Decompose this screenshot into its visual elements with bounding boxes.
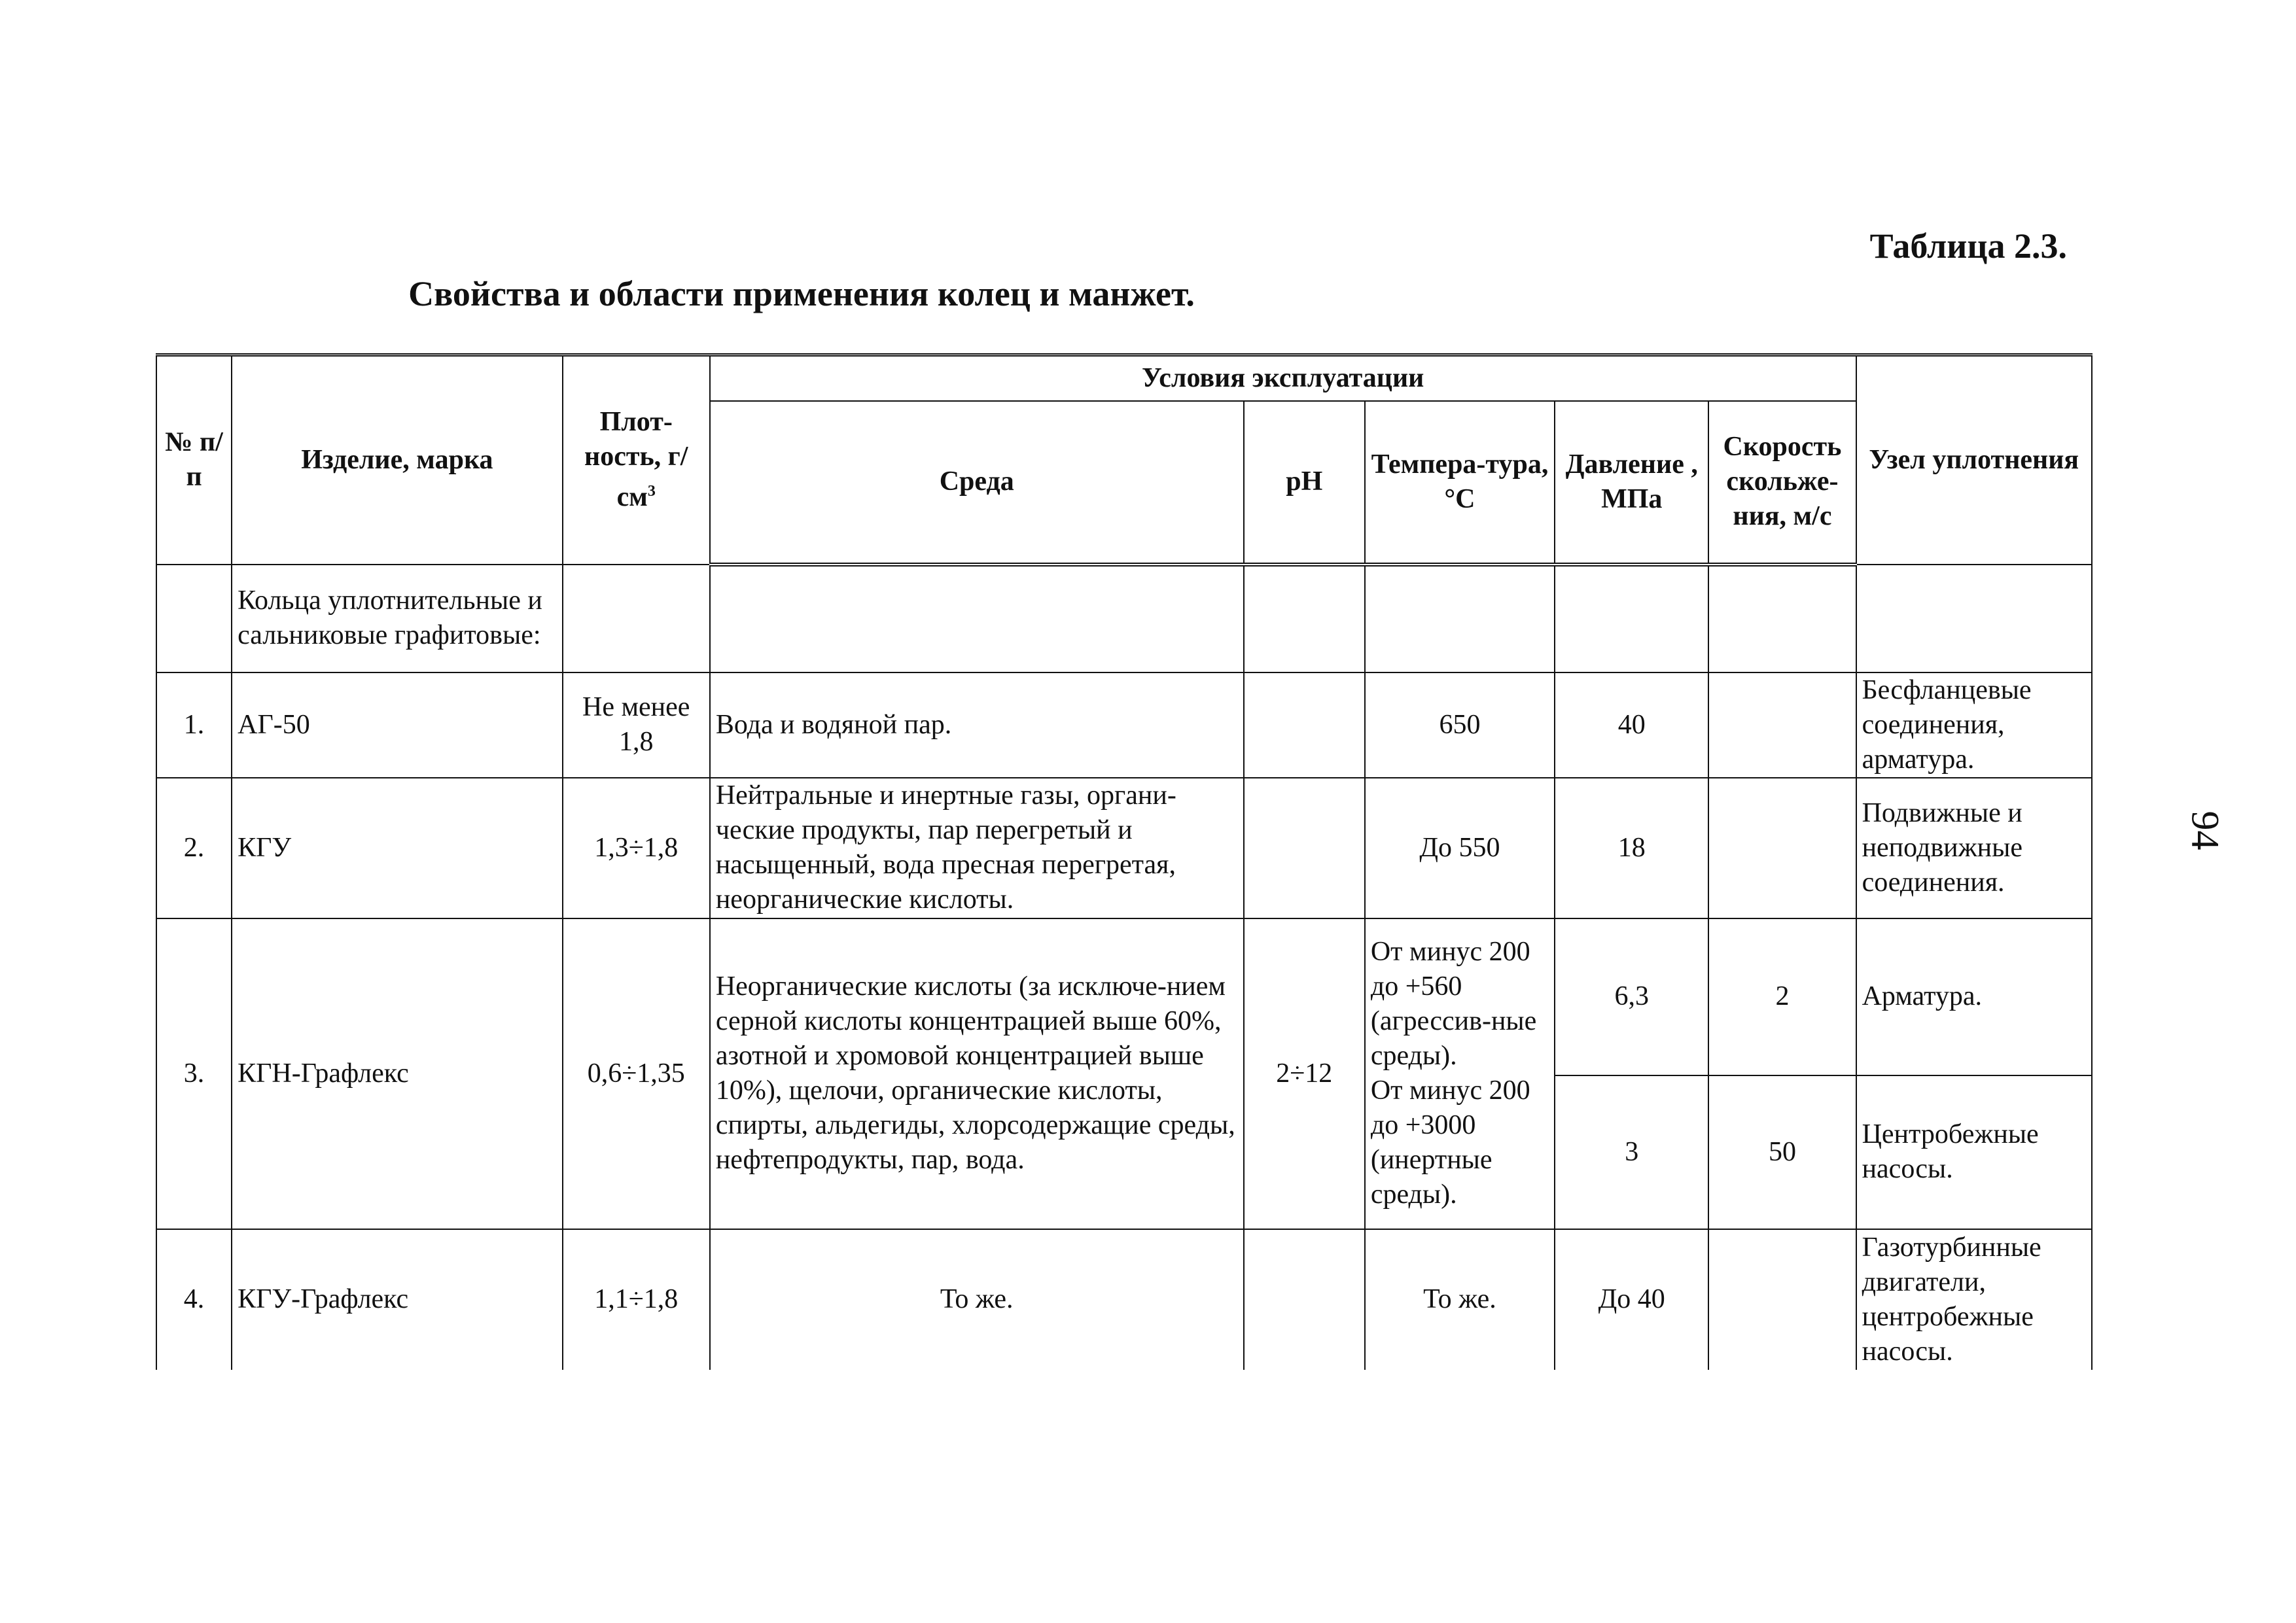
cell-density: 0,6÷1,35 [563, 918, 710, 1229]
cell-seal-unit: Арматура. [1856, 918, 2092, 1075]
cell-ph [1244, 778, 1365, 918]
cell-seal-unit: Подвижные и неподвижные соединения. [1856, 778, 2092, 918]
cell-temperature: До 550 [1365, 778, 1555, 918]
cell-seal-unit: Бесфланцевые соединения, арматура. [1856, 672, 2092, 778]
cell-product: КГН-Графлекс [232, 918, 563, 1229]
cell-speed: 50 [1708, 1075, 1856, 1229]
cell-empty [1244, 565, 1365, 672]
properties-table [156, 353, 2093, 1370]
cell-density: 1,1÷1,8 [563, 1229, 710, 1370]
table-row [156, 778, 2092, 918]
cell-temperature: 650 [1365, 672, 1555, 778]
col-header-pressure: Давление , МПа [1555, 401, 1708, 565]
col-header-conditions: Условия эксплуатации [710, 355, 1856, 401]
col-header-num: № п/п [156, 355, 232, 565]
density-header-text: Плот-ность, г/см [584, 407, 688, 513]
cell-product-group: Кольца уплотнительные и сальниковые графитовые: [232, 565, 563, 672]
cell-density: 1,3÷1,8 [563, 778, 710, 918]
cell-ph [1244, 672, 1365, 778]
cell-pressure: 18 [1555, 778, 1708, 918]
cell-speed [1708, 672, 1856, 778]
cell-empty [1555, 565, 1708, 672]
cell-empty [563, 565, 710, 672]
col-header-product: Изделие, марка [232, 355, 563, 565]
cell-seal-unit: Газотурбинные двигатели, центробежные насосы. [1856, 1229, 2092, 1370]
table-row [156, 918, 2092, 1075]
cell-speed: 2 [1708, 918, 1856, 1075]
cell-pressure: До 40 [1555, 1229, 1708, 1370]
cell-empty [1708, 565, 1856, 672]
cell-ph [1244, 1229, 1365, 1370]
cell-medium: Нейтральные и инертные газы, органи-ческие продукты, пар перегретый и насыщенный, вода пресная перегретая, неорганические кислоты. [710, 778, 1244, 918]
density-header-sup: 3 [647, 483, 656, 500]
cell-pressure: 6,3 [1555, 918, 1708, 1075]
cell-empty [710, 565, 1244, 672]
cell-empty [1856, 565, 2092, 672]
col-header-density [563, 355, 710, 565]
table-title: Свойства и области применения колец и манжет. [408, 274, 1195, 313]
temperature-aggressive: От минус 200 до +560 (агрессив-ные среды). [1370, 937, 1537, 1071]
page-number: 94 [2183, 811, 2227, 850]
cell-speed [1708, 778, 1856, 918]
cell-density: Не менее 1,8 [563, 672, 710, 778]
cell-num: 3. [156, 918, 232, 1229]
cell-seal-unit: Центробежные насосы. [1856, 1075, 2092, 1229]
cell-product: КГУ-Графлекс [232, 1229, 563, 1370]
col-header-temperature: Темпера-тура, °С [1365, 401, 1555, 565]
cell-temperature: То же. [1365, 1229, 1555, 1370]
col-header-speed: Скорость скольже-ния, м/с [1708, 401, 1856, 565]
cell-medium: То же. [710, 1229, 1244, 1370]
cell-ph: 2÷12 [1244, 918, 1365, 1229]
col-header-seal-unit: Узел уплотнения [1856, 355, 2092, 565]
table-number: Таблица 2.3. [1869, 226, 2067, 266]
table-group-row [156, 565, 2092, 672]
cell-pressure: 40 [1555, 672, 1708, 778]
cell-empty [1365, 565, 1555, 672]
cell-num: 4. [156, 1229, 232, 1370]
temperature-inert: От минус 200 до +3000 (инертные среды). [1370, 1075, 1530, 1210]
col-header-ph: pH [1244, 401, 1365, 565]
cell-speed [1708, 1229, 1856, 1370]
cell-medium: Вода и водяной пар. [710, 672, 1244, 778]
cell-num: 2. [156, 778, 232, 918]
cell-temperature [1365, 918, 1555, 1229]
cell-pressure: 3 [1555, 1075, 1708, 1229]
cell-num: 1. [156, 672, 232, 778]
cell-empty [156, 565, 232, 672]
cell-product: АГ-50 [232, 672, 563, 778]
col-header-medium: Среда [710, 401, 1244, 565]
cell-medium: Неорганические кислоты (за исключе-нием серной кислоты концентрацией выше 60%, азотной и хромовой концентрацией выше 10%), щелочи, органические кислоты, спирты, альдегиды, хлорсодержащие среды, нефтепродукты, пар, вода. [710, 918, 1244, 1229]
table-row [156, 1229, 2092, 1370]
table-row [156, 672, 2092, 778]
cell-product: КГУ [232, 778, 563, 918]
